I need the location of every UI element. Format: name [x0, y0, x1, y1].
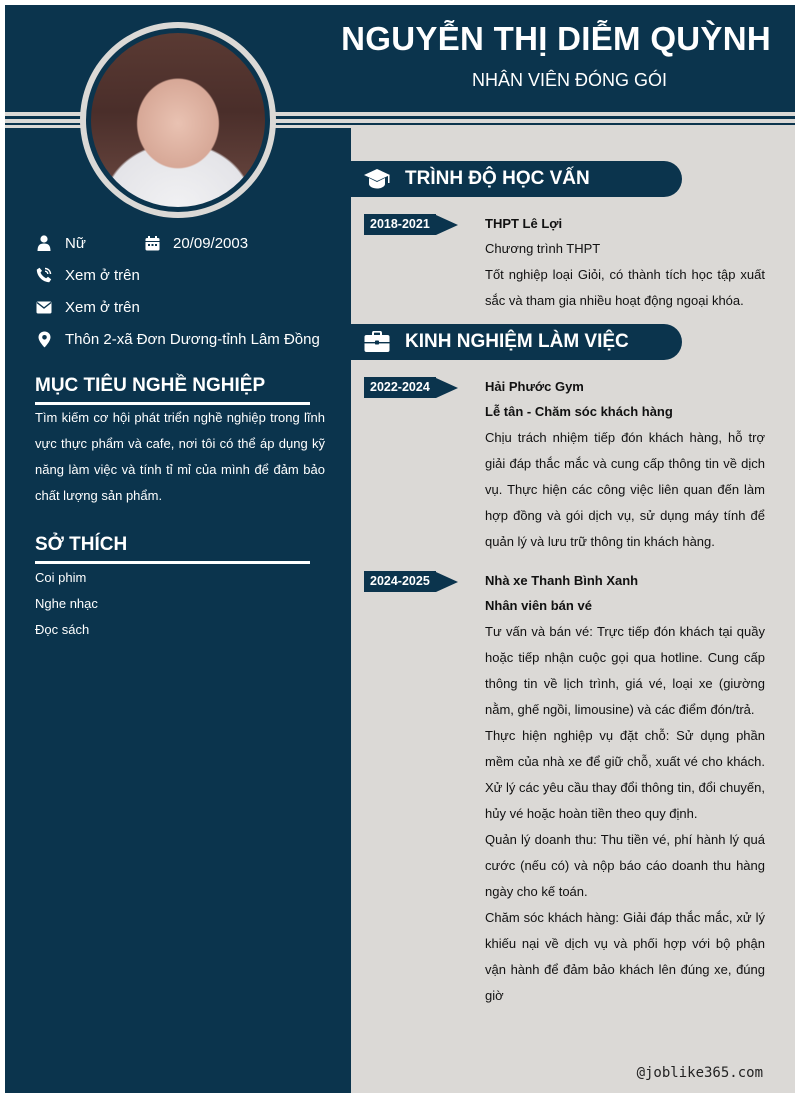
location-pin-icon — [35, 330, 53, 348]
contact-address — [35, 330, 320, 348]
email-value: Xem ở trên — [65, 298, 140, 316]
hobby-item: Nghe nhạc — [35, 596, 98, 611]
experience-heading: KINH NGHIỆM LÀM VIỆC — [405, 331, 629, 352]
calendar-icon — [143, 234, 161, 252]
experience-description: Chịu trách nhiệm tiếp đón khách hàng, hỗ trợ giải đáp thắc mắc và cung cấp thông tin về dịch vụ. Thực hiện các công việc liên quan đến làm hợp đồng và gói dịch vụ, sử dụng máy tính để quản lý và lưu trữ thông tin khách hàng. — [485, 430, 765, 549]
experience-description: Chăm sóc khách hàng: Giải đáp thắc mắc, xử lý khiếu nại về dịch vụ và phối hợp với bộ phận vận hành để đảm bảo khách lên đúng xe, đúng giờ — [485, 910, 765, 1003]
contact-birthdate — [143, 234, 248, 252]
phone-value: Xem ở trên — [65, 266, 140, 284]
experience-description: Tư vấn và bán vé: Trực tiếp đón khách tại quầy hoặc tiếp nhận cuộc gọi qua hotline. Cung cấp thông tin về lịch trình, giá vé, loại xe (giường nằm, ghế ngồi, limousine) và các điểm đón/trả. — [485, 624, 765, 717]
job-title: NHÂN VIÊN ĐÓNG GÓI — [472, 70, 668, 90]
role-name: Nhân viên bán vé — [485, 598, 592, 613]
avatar — [91, 33, 265, 207]
objective-heading: MỤC TIÊU NGHỀ NGHIỆP — [35, 375, 266, 396]
birthdate-value: 20/09/2003 — [173, 234, 249, 252]
company-name: Hải Phước Gym — [485, 379, 584, 394]
gender-value: Nữ — [65, 234, 86, 252]
education-entry — [485, 212, 765, 314]
experience-entry — [485, 569, 765, 1009]
experience-period-tag — [364, 377, 458, 398]
experience-period: 2022-2024 — [364, 377, 436, 398]
education-period-tag — [364, 214, 458, 235]
experience-description: Quản lý doanh thu: Thu tiền vé, phí hành lý quá cước (nếu có) và nộp báo cáo doanh thu hàng ngày cho kế toán. — [485, 832, 765, 899]
envelope-icon — [35, 298, 53, 316]
watermark: @joblike365.com — [636, 1065, 763, 1081]
address-value: Thôn 2-xã Đơn Dương-tỉnh Lâm Đồng — [65, 330, 320, 348]
education-heading: TRÌNH ĐỘ HỌC VẤN — [405, 168, 590, 189]
experience-entry — [485, 375, 765, 555]
contact-email — [35, 298, 140, 316]
contact-phone — [35, 266, 140, 284]
education-description: Tốt nghiệp loại Giỏi, có thành tích học tập xuất sắc và tham gia nhiều hoạt động ngoại khóa. — [485, 267, 765, 308]
experience-period: 2024-2025 — [364, 571, 436, 592]
school-name: THPT Lê Lợi — [485, 216, 563, 231]
phone-icon — [35, 266, 53, 284]
education-section-header — [351, 161, 682, 197]
hobby-item: Coi phim — [35, 570, 87, 585]
objective-text: Tìm kiếm cơ hội phát triển nghề nghiệp trong lĩnh vực thực phẩm và cafe, nơi tôi có thể áp dụng kỹ năng làm việc và tính tỉ mỉ của mình để đảm bảo chất lượng sản phẩm. — [35, 410, 325, 503]
contact-gender — [35, 234, 86, 252]
company-name: Nhà xe Thanh Bình Xanh — [485, 573, 639, 588]
candidate-name: NGUYỄN THỊ DIỄM QUỲNH — [341, 20, 771, 57]
experience-section-header — [351, 324, 682, 360]
hobbies-rule — [35, 561, 310, 564]
user-icon — [35, 234, 53, 252]
education-period: 2018-2021 — [364, 214, 436, 235]
program-name: Chương trình THPT — [485, 241, 601, 256]
hobby-item: Đọc sách — [35, 622, 90, 637]
briefcase-icon — [363, 330, 391, 354]
graduation-cap-icon — [363, 167, 391, 191]
experience-period-tag — [364, 571, 458, 592]
experience-description: Thực hiện nghiệp vụ đặt chỗ: Sử dụng phần mềm của nhà xe để giữ chỗ, xuất vé cho khách. Xử lý các yêu cầu thay đổi thông tin, đổi chuyến, hủy vé hoặc hoàn tiền theo quy định. — [485, 728, 765, 821]
role-name: Lễ tân - Chăm sóc khách hàng — [485, 404, 673, 419]
hobbies-heading: SỞ THÍCH — [35, 534, 128, 555]
